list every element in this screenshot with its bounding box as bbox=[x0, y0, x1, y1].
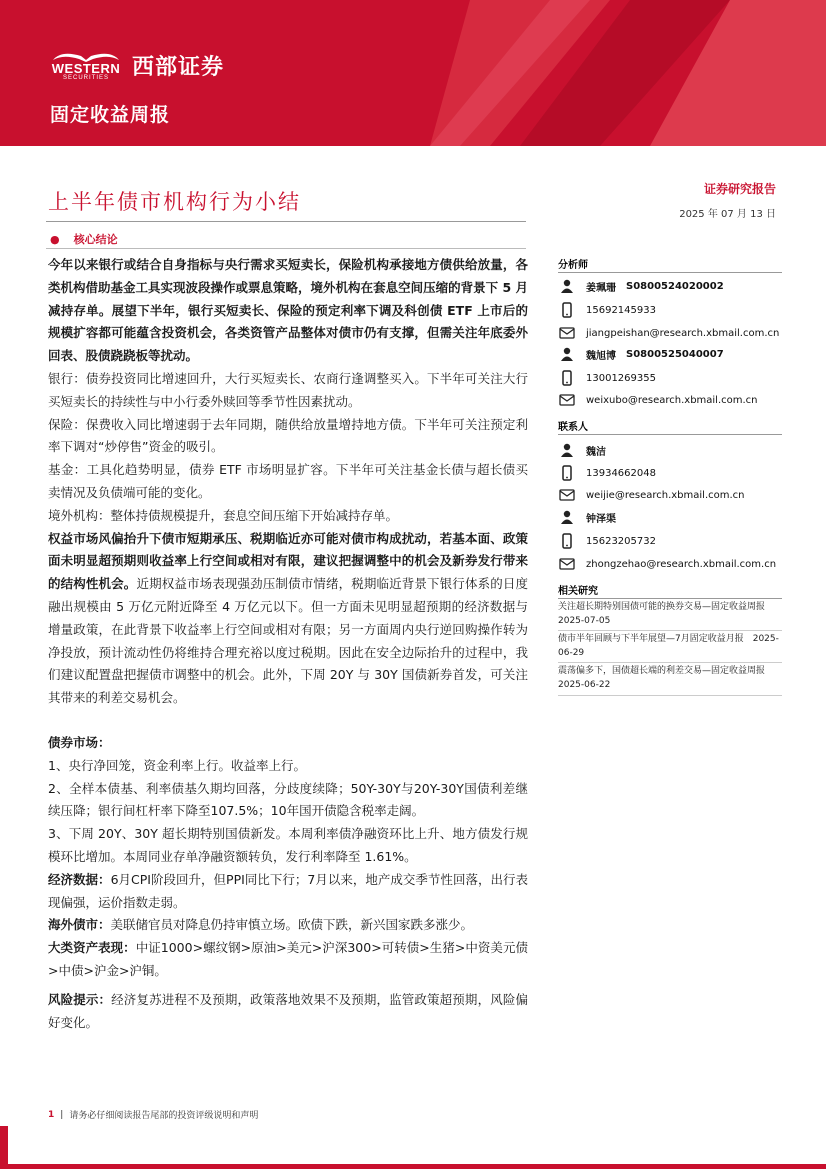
contact-1-phone-row bbox=[558, 462, 656, 484]
contact-1-email-row bbox=[558, 484, 745, 506]
overseas-paragraph bbox=[48, 914, 528, 937]
contact-2-phone: 15623205732 bbox=[586, 535, 656, 547]
bond-item-2: 2、全样本债基、利率债基久期均回落，分歧度续降；50Y-30Y与20Y-30Y国债利差继续压降；银行间杠杆率下降至107.5%；10年国开债隐含税率走阔。 bbox=[48, 780, 528, 819]
analyst-1-name: 姜珮珊 bbox=[586, 282, 616, 294]
person-icon bbox=[558, 345, 576, 363]
equity-rest: 近期权益市场表现强劲压制债市情绪，税期临近背景下银行体系的日度融出规模由 5 万亿元附近降至 4 万亿元以下。但一方面未见明显超预期的经济数据与增量政策，在此背景下收益率上行空间或相对有限；另一方面周内央行逆回购操作转为净投放，预计流动性仍将维持合理充裕以度过税期。因此在安全边际抬升的过程中，我们建议配置盘把握债市调整中的机会。此外，下周 20Y 与 30Y 国债新券首发，可关注其带来的利差交易机会。 bbox=[48, 576, 528, 706]
equity-paragraph bbox=[48, 528, 528, 710]
bond-market-heading: 债券市场： bbox=[48, 734, 111, 750]
email-icon bbox=[558, 391, 576, 409]
econ-label: 经济数据： bbox=[48, 871, 111, 887]
core-summary: 今年以来银行或结合自身指标与央行需求买短卖长，保险机构承接地方债供给放量，各类机构借助基金工具实现波段操作或票息策略，境外机构在套息空间压缩的背景下 5 月减持存单。展望下半年，银行买短卖长、保险的预定利率下调及科创债 ETF 上市后的规模扩容都可能蕴含投资机会，各类资管产品整体对债市仍有支撑，但需关注年底委外回表、股债跷跷板等扰动。 bbox=[48, 257, 528, 364]
risk-text: 经济复苏进程不及预期，政策落地效果不及预期，监管政策超预期，风险偏好变化。 bbox=[48, 991, 528, 1030]
contact-heading: 联系人 bbox=[558, 422, 588, 433]
analyst-1-phone: 15692145933 bbox=[586, 304, 656, 316]
contact-divider bbox=[558, 434, 782, 435]
assets-label: 大类资产表现： bbox=[48, 940, 136, 956]
page-number: 1 bbox=[48, 1109, 55, 1120]
overseas-text: 美联储官员对降息仍持审慎立场。欧债下跌，新兴国家跌多涨少。 bbox=[110, 917, 474, 933]
related-heading: 相关研究 bbox=[558, 586, 598, 597]
phone-icon bbox=[558, 369, 576, 387]
person-icon bbox=[558, 277, 576, 295]
analyst-2-email-row bbox=[558, 389, 758, 411]
related-item[interactable]: 震荡偏多下，国债超长端的利差交易—固定收益周报 2025-06-22 bbox=[558, 663, 782, 695]
analyst-1-row bbox=[558, 275, 724, 297]
phone-icon bbox=[558, 464, 576, 482]
analyst-1-cert: S0800524020002 bbox=[626, 280, 724, 292]
email-icon bbox=[558, 486, 576, 504]
logo-english: WESTERN bbox=[51, 61, 121, 76]
contact-1-phone: 13934662048 bbox=[586, 467, 656, 479]
report-date: 2025 年 07 月 13 日 bbox=[679, 209, 776, 220]
logo-chinese: 西部证券 bbox=[132, 54, 225, 80]
contact-1-row bbox=[558, 439, 616, 461]
title-divider bbox=[46, 221, 526, 222]
analyst-2-name: 魏旭博 bbox=[586, 350, 616, 362]
bond-item-1: 1、央行净回笼，资金利率上行。收益率上行。 bbox=[48, 757, 306, 773]
report-type: 证券研究报告 bbox=[703, 182, 776, 196]
phone-icon bbox=[558, 301, 576, 319]
email-icon bbox=[558, 324, 576, 342]
analyst-2-phone-row bbox=[558, 367, 656, 389]
analyst-1-email[interactable]: jiangpeishan@research.xbmail.com.cn bbox=[586, 327, 780, 339]
main-content bbox=[48, 254, 528, 1034]
analyst-2-row bbox=[558, 343, 724, 365]
person-icon bbox=[558, 441, 576, 459]
contact-2-phone-row bbox=[558, 530, 656, 552]
econ-paragraph bbox=[48, 869, 528, 915]
equity-bold: 权益市场风偏抬升下债市短期承压、税期临近亦可能对债市构成扰动，若基本面、政策面未明显超预期则收益率上行空间或相对有限，建议把握调整中的机会及新券发行带来的结构性机会。 bbox=[48, 530, 528, 592]
core-heading-label: 核心结论 bbox=[73, 233, 118, 246]
contact-1-email[interactable]: weijie@research.xbmail.com.cn bbox=[586, 489, 745, 501]
banner-decoration bbox=[430, 0, 826, 146]
email-icon bbox=[558, 555, 576, 573]
related-item[interactable]: 关注超长期特别国债可能的换券交易—固定收益周报 2025-07-05 bbox=[558, 599, 782, 631]
person-icon bbox=[558, 508, 576, 526]
analyst-1-phone-row bbox=[558, 299, 656, 321]
phone-icon bbox=[558, 532, 576, 550]
econ-text: 6月CPI阶段回升，但PPI同比下行；7月以来，地产成交季节性回落，出行表现偏强，运价指数走弱。 bbox=[48, 871, 528, 910]
contact-1-name: 魏洁 bbox=[586, 446, 606, 458]
report-title: 上半年债市机构行为小结 bbox=[48, 190, 301, 214]
assets-text: 中证1000>螺纹钢>原油>美元>沪深300>可转债>生猪>中资美元债>中债>沪金>沪铜。 bbox=[48, 940, 528, 978]
analyst-heading: 分析师 bbox=[558, 260, 588, 271]
analyst-2-cert: S0800525040007 bbox=[626, 348, 724, 360]
contact-2-name: 钟泽渠 bbox=[586, 513, 616, 525]
foreign-paragraph: 境外机构：整体持债规模提升，套息空间压缩下开始减持存单。 bbox=[48, 507, 399, 523]
report-section: 固定收益周报 bbox=[50, 104, 171, 126]
analyst-1-email-row bbox=[558, 322, 779, 344]
bullet-icon: ● bbox=[50, 232, 60, 246]
risk-label: 风险提示： bbox=[48, 991, 112, 1007]
footer-accent-bar bbox=[0, 1126, 8, 1169]
fund-paragraph: 基金：工具化趋势明显，债券 ETF 市场明显扩容。下半年可关注基金长债与超长债买卖情况及负债端可能的变化。 bbox=[48, 462, 528, 500]
overseas-label: 海外债市： bbox=[48, 917, 111, 933]
contact-2-email-row bbox=[558, 553, 776, 575]
logo-english-sub: SECURITIES bbox=[62, 75, 109, 81]
assets-paragraph bbox=[48, 937, 528, 983]
related-item[interactable]: 债市半年回顾与下半年展望—7月固定收益月报 2025-06-29 bbox=[558, 631, 782, 663]
footer-separator: | bbox=[60, 1109, 64, 1120]
footer-bottom-bar bbox=[0, 1164, 826, 1169]
insurance-paragraph: 保险：保费收入同比增速弱于去年同期，随供给放量增持地方债。下半年可关注预定利率下调对“炒停售”资金的吸引。 bbox=[48, 416, 528, 455]
contact-2-email[interactable]: zhongzehao@research.xbmail.com.cn bbox=[586, 558, 777, 570]
company-logo bbox=[48, 48, 224, 82]
page-footer bbox=[48, 1108, 258, 1121]
bull-horns-icon bbox=[51, 48, 121, 62]
bank-paragraph: 银行：债券投资同比增速回升，大行买短卖长、农商行逢调整买入。下半年可关注大行买短卖长的持续性与中小行委外赎回等季节性因素扰动。 bbox=[48, 370, 528, 409]
bond-item-3: 3、下周 20Y、30Y 超长期特别国债新发。本周利率债净融资环比上升、地方债发行规模环比增加。本周同业存单净融资额转负，发行利率降至 1.61%。 bbox=[48, 826, 528, 864]
analyst-2-email[interactable]: weixubo@research.xbmail.com.cn bbox=[586, 394, 758, 406]
logo-mark bbox=[48, 48, 124, 82]
footer-disclaimer: 请务必仔细阅读报告尾部的投资评级说明和声明 bbox=[69, 1111, 259, 1121]
risk-paragraph bbox=[48, 989, 528, 1035]
core-conclusion-heading bbox=[50, 231, 118, 247]
analyst-2-phone: 13001269355 bbox=[586, 372, 656, 384]
core-divider bbox=[46, 248, 526, 249]
contact-2-row bbox=[558, 506, 626, 528]
related-list bbox=[558, 599, 782, 696]
analyst-divider bbox=[558, 272, 782, 273]
header-banner bbox=[0, 0, 826, 146]
